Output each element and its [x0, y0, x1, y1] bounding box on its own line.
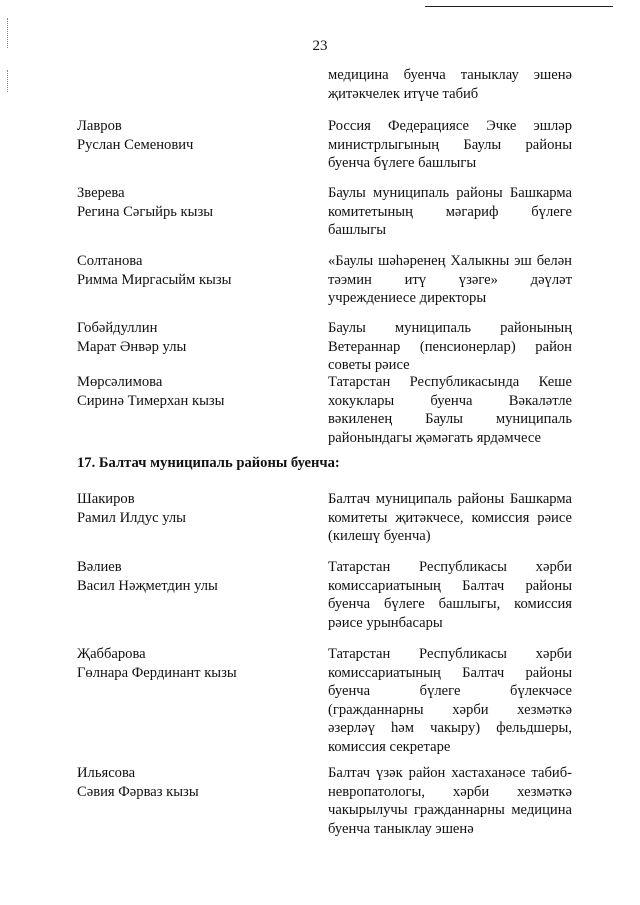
given-name: Васил Нәҗметдин улы	[77, 577, 218, 594]
given-name: Римма Миргасыйм кызы	[77, 271, 232, 288]
member-name	[77, 184, 307, 221]
position-text: «Баулы шәһәренең Халыкны эш белән тәэмин итү үзәге» дәүләт учреждениесе директоры	[328, 253, 572, 307]
position-text: Балтач муниципаль районы Башкарма комитеты җитәкчесе, комиссия рәисе (килешү буенча)	[328, 491, 572, 545]
member-name	[77, 319, 307, 356]
position-text: медицина буенча таныклау эшенә җитәкчелек итүче табиб	[328, 67, 572, 102]
position-text: Татарстан Республикасында Кеше хокуклары буенча Вәкаләтле вәкиленең Баулы муниципаль районындагы җәмәгать ярдәмчесе	[328, 374, 572, 446]
header-rule	[425, 6, 613, 7]
surname: Шакиров	[77, 491, 135, 507]
section-heading: 17. Балтач муниципаль районы буенча:	[77, 455, 340, 471]
position-text: Баулы муниципаль районының Ветераннар (пенсионерлар) район советы рәисе	[328, 320, 572, 374]
position-text: Россия Федерациясе Эчке эшләр министрлыгының Баулы районы буенча бүлеге башлыгы	[328, 118, 572, 172]
member-name	[77, 373, 307, 410]
surname: Лавров	[77, 118, 122, 134]
member-name	[77, 252, 307, 289]
surname: Гобәйдуллин	[77, 320, 158, 336]
member-name	[77, 117, 307, 154]
member-name	[77, 645, 307, 682]
member-name	[77, 490, 307, 527]
given-name: Руслан Семенович	[77, 136, 194, 153]
surname: Зверева	[77, 185, 125, 201]
position-text: Балтач үзәк район хастаханәсе табиб-невропатологы, хәрби хезмәткә чакырылучы гражданнарны медицина буенча таныклау эшенә	[328, 765, 572, 837]
given-name: Сиринә Тимерхан кызы	[77, 392, 225, 409]
given-name: Регина Сәгыйрь кызы	[77, 203, 214, 220]
given-name: Рамил Илдус улы	[77, 509, 186, 526]
position-text: Татарстан Республикасы хәрби комиссариатының Балтач районы буенча бүлеге бүлекчәсе (гражданнарны хәрби хезмәткә әзерләү һәм чакыру) фельдшеры, комиссия секретаре	[328, 646, 572, 755]
margin-mark	[7, 70, 8, 92]
given-name: Гөлнара Фердинант кызы	[77, 664, 237, 681]
surname: Мөрсәлимова	[77, 374, 163, 390]
member-name	[77, 764, 307, 801]
surname: Ильясова	[77, 765, 136, 781]
position-text: Баулы муниципаль районы Башкарма комитетының мәгариф бүлеге башлыгы	[328, 185, 572, 239]
surname: Җаббарова	[77, 646, 146, 662]
page-number: 23	[312, 38, 328, 54]
member-name	[77, 558, 307, 595]
given-name: Сәвия Фәрваз кызы	[77, 783, 199, 800]
surname: Вәлиев	[77, 559, 122, 575]
surname: Солтанова	[77, 253, 143, 269]
position-text: Татарстан Республикасы хәрби комиссариатының Балтач районы буенча бүлеге башлыгы, комиссия рәисе урынбасары	[328, 559, 572, 631]
given-name: Марат Әнвәр улы	[77, 338, 187, 355]
